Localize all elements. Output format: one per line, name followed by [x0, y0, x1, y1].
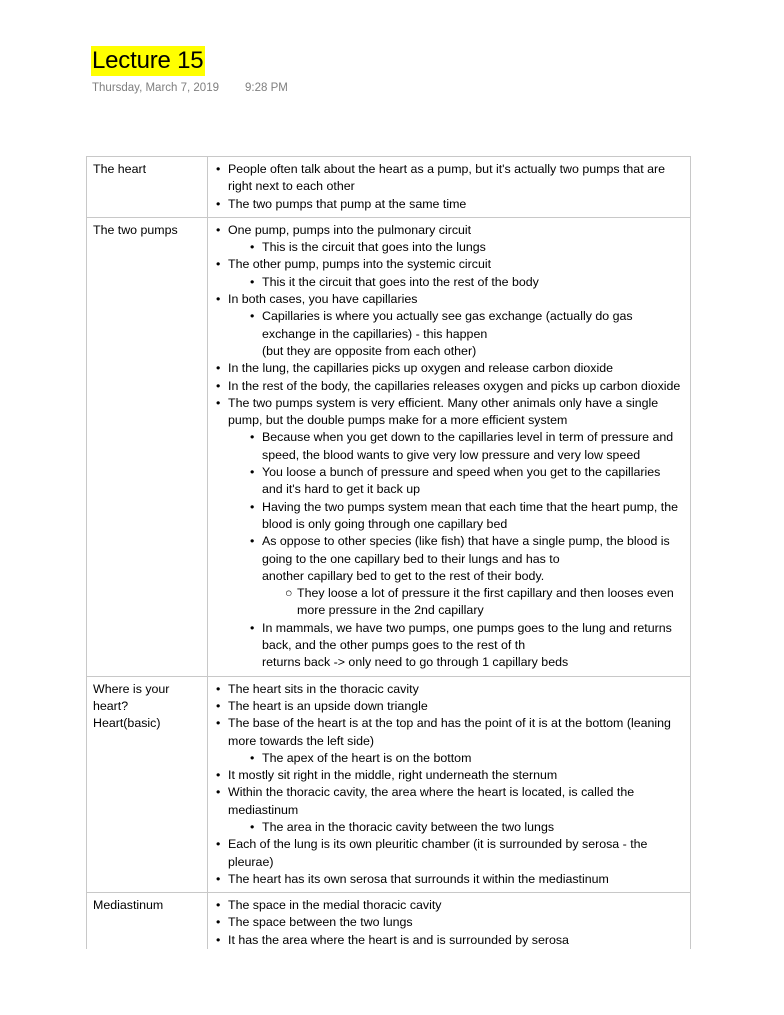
topic-label: heart?: [93, 698, 129, 713]
table-row: [87, 217, 691, 676]
bullet-text: The heart has its own serosa that surrounds it within the mediastinum: [228, 871, 609, 886]
bullet-item: [216, 196, 684, 213]
bullet-icon: •: [216, 162, 221, 176]
bullet-text: As oppose to other species (like fish) that have a single pump, the blood is going to the one capillary bed to their lungs and has to: [262, 534, 670, 566]
bullet-text: You loose a bunch of pressure and speed when you get to the capillaries and it's hard to get it back up: [262, 465, 661, 497]
bullet-icon: •: [216, 361, 221, 376]
bullet-text: The apex of the heart is on the bottom: [262, 750, 472, 765]
bullet-icon: •: [216, 222, 221, 237]
bullet-item: [216, 836, 684, 871]
bullet-text: This is the circuit that goes into the lungs: [262, 240, 486, 255]
bullet-icon: •: [250, 430, 255, 445]
bullet-item: [216, 932, 684, 949]
page-meta: [92, 82, 288, 94]
bullet-item: [216, 897, 684, 914]
page-time: 9:28 PM: [245, 82, 288, 94]
bullet-item: [250, 654, 684, 671]
hollow-bullet-icon: ○: [285, 586, 293, 601]
notes-table: [86, 156, 691, 949]
bullet-item: [216, 914, 684, 931]
bullet-item: [216, 784, 684, 819]
topic-label: Where is your: [93, 681, 170, 696]
bullet-text: Because when you get down to the capillaries level in term of pressure and speed, the blood wants to give very low pressure and very low speed: [262, 430, 674, 462]
bullet-item: [216, 395, 684, 430]
topic-cell[interactable]: [87, 893, 208, 949]
bullet-icon: •: [216, 257, 221, 272]
bullet-text: returns back -> only need to go through 1 capillary beds: [262, 655, 569, 670]
bullet-icon: •: [216, 716, 221, 731]
bullet-item: [216, 256, 684, 273]
topic-cell[interactable]: [87, 217, 208, 676]
bullet-text: Capillaries is where you actually see gas exchange (actually do gas exchange in the capillaries) - this happen: [262, 309, 633, 341]
table-row: [87, 676, 691, 893]
bullet-item: [216, 360, 684, 377]
bullet-text: another capillary bed to get to the rest of their body.: [262, 568, 545, 583]
bullet-icon: •: [216, 898, 221, 913]
bullet-item: [250, 308, 684, 343]
bullet-item: [250, 464, 684, 499]
notes-cell[interactable]: [208, 893, 691, 949]
bullet-item: [216, 378, 684, 395]
bullet-text: In the rest of the body, the capillaries releases oxygen and picks up carbon dioxide: [228, 378, 681, 393]
bullet-icon: •: [250, 309, 255, 324]
bullet-text: Each of the lung is its own pleuritic chamber (it is surrounded by serosa - the pleurae): [228, 837, 648, 869]
bullet-icon: •: [216, 395, 221, 410]
bullet-icon: •: [250, 750, 255, 765]
page-title[interactable]: Lecture 15: [92, 47, 204, 74]
bullet-item: [250, 499, 684, 534]
bullet-icon: •: [216, 378, 221, 393]
bullet-text: The heart sits in the thoracic cavity: [228, 681, 419, 696]
notes-table-body: [87, 157, 691, 950]
bullet-text: This it the circuit that goes into the rest of the body: [262, 274, 539, 289]
bullet-icon: •: [216, 698, 221, 713]
bullet-text: It mostly sit right in the middle, right underneath the sternum: [228, 768, 558, 783]
topic-cell[interactable]: [87, 157, 208, 218]
bullet-icon: •: [250, 240, 255, 255]
bullet-item: [216, 681, 684, 698]
topic-label: The heart: [93, 162, 147, 176]
table-row: [87, 893, 691, 949]
bullet-item: [250, 239, 684, 256]
bullet-icon: •: [216, 915, 221, 930]
bullet-icon: •: [216, 785, 221, 800]
table-row: [87, 157, 691, 218]
topic-label: The two pumps: [93, 222, 178, 237]
bullet-item: [250, 343, 684, 360]
bullet-item: [250, 429, 684, 464]
bullet-item: [216, 161, 684, 196]
notes-cell[interactable]: [208, 157, 691, 218]
bullet-text: The two pumps that pump at the same time: [228, 196, 467, 211]
bullet-icon: •: [250, 620, 255, 635]
bullet-icon: •: [216, 292, 221, 307]
bullet-text: The space between the two lungs: [228, 915, 413, 930]
bullet-text: The two pumps system is very efficient. Many other animals only have a single pump, but the double pumps make for a more efficient system: [228, 395, 659, 428]
bullet-text: It has the area where the heart is and is surrounded by serosa: [228, 932, 569, 947]
bullet-text: People often talk about the heart as a pump, but it's actually two pumps that are right next to each other: [228, 162, 665, 194]
bullet-icon: •: [216, 681, 221, 696]
bullet-item: [250, 568, 684, 585]
bullet-text: One pump, pumps into the pulmonary circuit: [228, 222, 472, 237]
bullet-item: [216, 222, 684, 239]
bullet-item: [216, 767, 684, 784]
bullet-item: [250, 750, 684, 767]
bullet-item: [250, 620, 684, 655]
bullet-item: [285, 585, 684, 620]
topic-label: Heart(basic): [93, 716, 161, 731]
bullet-text: They loose a lot of pressure it the first capillary and then looses even more pressure in the 2nd capillary: [297, 586, 674, 618]
bullet-icon: •: [216, 196, 221, 211]
bullet-text: The base of the heart is at the top and has the point of it is at the bottom (leaning more towards the left side): [228, 716, 671, 748]
bullet-item: [216, 715, 684, 750]
bullet-text: (but they are opposite from each other): [262, 343, 477, 358]
bullet-item: [216, 871, 684, 888]
bullet-icon: •: [250, 465, 255, 480]
bullet-text: Within the thoracic cavity, the area where the heart is located, is called the mediastinum: [228, 785, 635, 817]
bullet-item: [250, 533, 684, 568]
bullet-icon: •: [250, 534, 255, 549]
bullet-text: The space in the medial thoracic cavity: [228, 898, 442, 913]
notes-cell[interactable]: [208, 676, 691, 893]
bullet-icon: •: [250, 274, 255, 289]
bullet-icon: •: [216, 768, 221, 783]
topic-cell[interactable]: [87, 676, 208, 893]
bullet-icon: •: [250, 499, 255, 514]
bullet-item: [250, 819, 684, 836]
bullet-icon: •: [216, 837, 221, 852]
bullet-text: Having the two pumps system mean that each time that the heart pump, the blood is only going through one capillary bed: [262, 499, 678, 531]
notes-cell[interactable]: [208, 217, 691, 676]
bullet-text: In the lung, the capillaries picks up oxygen and release carbon dioxide: [228, 361, 614, 376]
bullet-text: The area in the thoracic cavity between the two lungs: [262, 819, 555, 834]
bullet-text: The other pump, pumps into the systemic circuit: [228, 257, 492, 272]
bullet-item: [216, 291, 684, 308]
bullet-item: [216, 698, 684, 715]
bullet-icon: •: [216, 871, 221, 886]
bullet-text: The heart is an upside down triangle: [228, 698, 428, 713]
bullet-text: In mammals, we have two pumps, one pumps goes to the lung and returns back, and the other pumps goes to the rest of th: [262, 620, 672, 653]
bullet-text: In both cases, you have capillaries: [228, 292, 418, 307]
bullet-item: [250, 274, 684, 291]
page-date: Thursday, March 7, 2019: [92, 82, 219, 94]
page-title-wrap: [91, 46, 205, 76]
topic-label: Mediastinum: [93, 898, 164, 913]
bullet-icon: •: [250, 819, 255, 834]
bullet-icon: •: [216, 932, 221, 947]
